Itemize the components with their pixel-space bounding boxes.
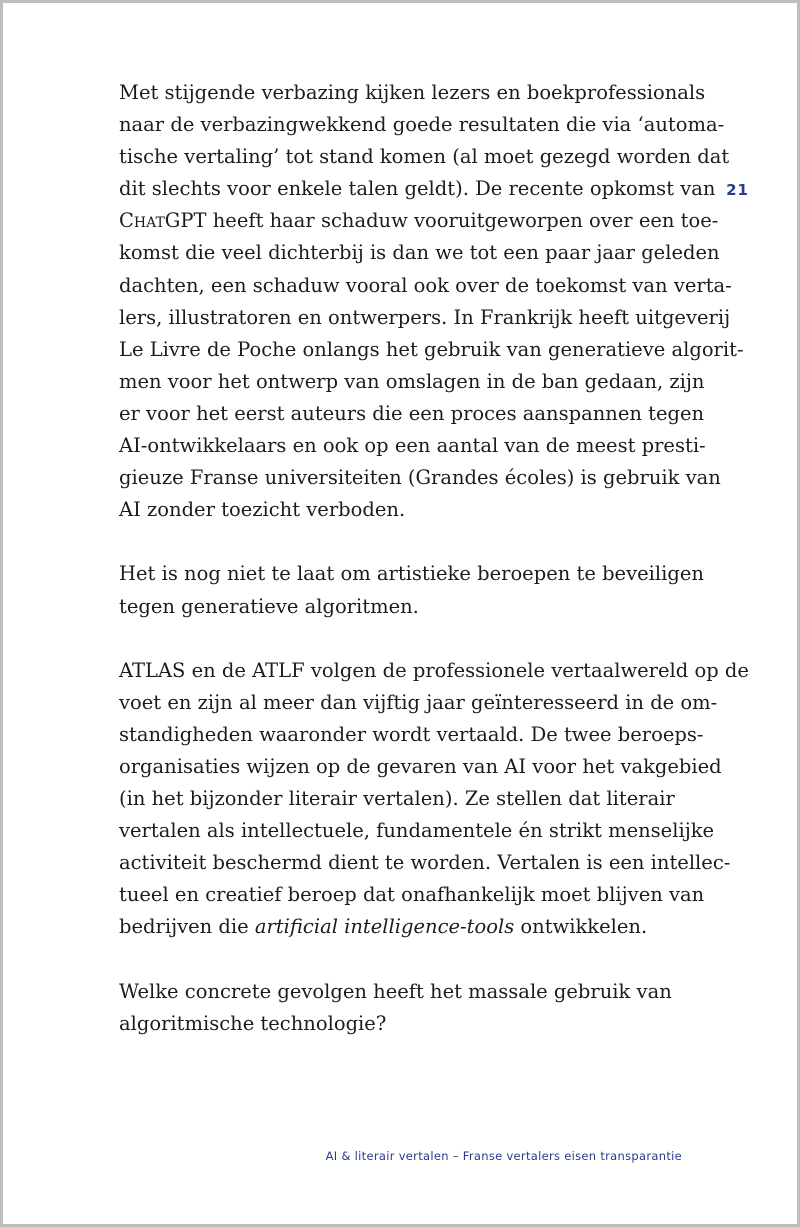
text-line: tegen generatieve algoritmen. — [119, 594, 419, 618]
text-line: komst die veel dichterbij is dan we tot een paar jaar geleden — [119, 241, 720, 265]
atlas-term: ATLAS — [119, 658, 186, 682]
text-line: Het is nog niet te laat om artistieke beroepen te beveiligen — [119, 562, 704, 586]
paragraph-4 — [119, 976, 679, 1040]
text-line: (in het bijzonder literair vertalen). Ze stellen dat literair — [119, 787, 675, 811]
text-line: voet en zijn al meer dan vijftig jaar geïnteresseerd in de om- — [119, 690, 718, 714]
text-fragment: bedrijven die — [119, 915, 249, 939]
text-line: algoritmische technologie? — [119, 1011, 387, 1035]
text-line: Met stijgende verbazing kijken lezers en boekprofessionals — [119, 81, 706, 104]
page-number: 21 — [726, 181, 749, 199]
ai-term: AI — [504, 754, 527, 778]
atlf-term: ATLF — [252, 658, 305, 682]
text-line — [119, 911, 679, 943]
text-fragment: voor het vakgebied — [532, 754, 722, 778]
text-line: gieuze Franse universiteiten (Grandes écoles) is gebruik van — [119, 466, 721, 490]
text-line: tische vertaling’ tot stand komen (al moet gezegd worden dat — [119, 145, 730, 169]
paragraph-3 — [119, 655, 749, 944]
text-line: er voor het eerst auteurs die een proces aanspannen tegen — [119, 401, 705, 425]
text-fragment: organisaties wijzen op de gevaren van — [119, 754, 499, 778]
text-fragment: zonder toezicht verboden. — [147, 498, 406, 522]
text-line: naar de verbazingwekkend goede resultaten die via ‘automa- — [119, 113, 725, 137]
chatgpt-term: ChatGPT — [119, 209, 207, 233]
text-line — [119, 205, 719, 237]
text-line: activiteit beschermd dient te worden. Vertalen is een intellec- — [119, 851, 731, 875]
text-line — [119, 751, 722, 783]
text-line — [119, 430, 706, 462]
text-line: tueel en creatief beroep dat onafhankelijk moet blijven van — [119, 883, 705, 907]
text-line: vertalen als intellectuele, fundamentele én strikt menselijke — [119, 819, 715, 843]
paragraph-2 — [119, 558, 704, 622]
text-line — [119, 655, 749, 687]
text-fragment: ontwikkelen. — [520, 915, 648, 939]
italic-term: artificial intelligence-tools — [254, 915, 515, 939]
text-line: men voor het ontwerp van omslagen in de ban gedaan, zijn — [119, 369, 705, 393]
text-fragment: en de — [191, 658, 246, 682]
text-line: lers, illustratoren en ontwerpers. In Frankrijk heeft uitgeverij — [119, 305, 731, 329]
text-line — [119, 494, 679, 526]
ai-term: AI — [119, 498, 141, 522]
text-fragment: heeft haar schaduw vooruitgeworpen over een toe- — [212, 209, 719, 233]
text-fragment: volgen de professionele vertaalwereld op de — [310, 658, 749, 682]
ai-term: AI — [119, 434, 141, 458]
text-line: standigheden waaronder wordt vertaald. De twee beroeps- — [119, 722, 704, 746]
text-line: Le Livre de Poche onlangs het gebruik van generatieve algorit- — [119, 337, 744, 361]
text-line: dit slechts voor enkele talen geldt). De recente opkomst van — [119, 177, 716, 201]
running-footer: AI & literair vertalen – Franse vertalers eisen transparantie — [325, 1149, 682, 1163]
text-line: dachten, een schaduw vooral ook over de toekomst van verta- — [119, 273, 732, 297]
text-line: Welke concrete gevolgen heeft het massale gebruik van — [119, 979, 672, 1003]
text-fragment: -ontwikkelaars en ook op een aantal van de meest presti- — [140, 434, 706, 458]
